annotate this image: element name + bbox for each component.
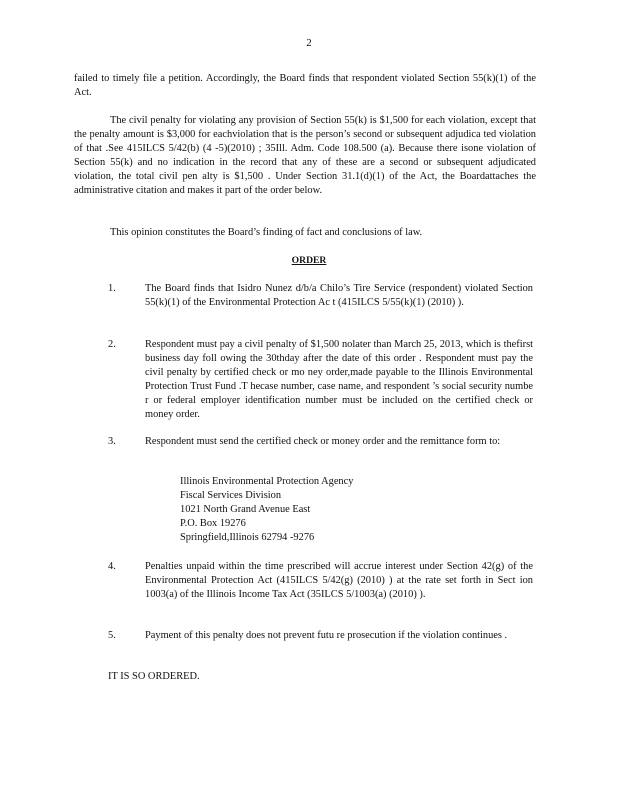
order-item-number: 3.	[108, 436, 116, 447]
order-item-text: Payment of this penalty does not prevent futu re prosecution if the violation continues .	[145, 630, 508, 641]
order-item-text: Penalties unpaid within the time prescribed will accrue interest under Section 42(g) of the Environmental Protection Act (415ILCS 5/42(g) (2010) ) at the rate set forth in Sect ion 1003(a) of the Illinois Income Tax Act (35ILCS 5/1003(a) (2010) ).	[145, 561, 533, 601]
address-line: P.O. Box 19276	[180, 518, 246, 530]
address-line: Illinois Environmental Protection Agency	[180, 476, 354, 487]
paragraph-failed-to-file: failed to timely file a petition. Accordingly, the Board finds that respondent violated Section 55(k)(1) of the Act.	[74, 73, 536, 99]
paragraph-civil-penalty: The civil penalty for violating any provision of Section 55(k) is $1,500 for each violation, except that the penalty amount is $3,000 for eachviolation that is the person’s second or subsequent adjudica ted violation of that .See 415ILCS 5/42(b) (4 -5)(2010) ; 35Ill. Adm. Code 108.500 (a). Because there isone violation of Section 55(k) and no indication in the record that any of these are a second or subsequent adjudicated violation, the total civil pen alty is $1,500 . Under Section 31.1(d)(1) of the Act, the Boardattaches the administrative citation and makes it part of the order below.	[74, 115, 536, 197]
order-item-number: 4.	[108, 561, 116, 572]
order-item-number: 2.	[108, 339, 116, 350]
order-heading	[0, 254, 618, 268]
order-item-number: 5.	[108, 630, 116, 641]
address-line: 1021 North Grand Avenue East	[180, 504, 311, 516]
order-heading-text: ORDER	[291, 255, 327, 266]
remittance-address	[180, 475, 430, 545]
order-item-text: The Board finds that Isidro Nunez d/b/a Chilo’s Tire Service (respondent) violated Section 55(k)(1) of the Environmental Protection Ac t (415ILCS 5/55(k)(1) (2010) ).	[145, 283, 533, 309]
page-number: 2	[306, 37, 312, 49]
address-line: Fiscal Services Division	[180, 490, 282, 502]
order-item-text: Respondent must send the certified check or money order and the remittance form to:	[145, 436, 501, 447]
address-line: Springfield,Illinois 62794 -9276	[180, 532, 315, 544]
order-item-text: Respondent must pay a civil penalty of $1,500 nolater than March 25, 2013, which is thefirst business day foll owing the 30thday after the date of this order . Respondent must pay the civil penalty by certified check or mo ney order,made payable to the Illinois Environmental Protection Trust Fund .T hecase number, case name, and respondent ’s social security numbe r or federal employer identification number must be included on the certified check or money order.	[145, 339, 533, 421]
paragraph-opinion-statement: This opinion constitutes the Board’s finding of fact and conclusions of law.	[110, 227, 423, 238]
order-item-number: 1.	[108, 283, 116, 294]
closing-statement: IT IS SO ORDERED.	[108, 671, 200, 682]
